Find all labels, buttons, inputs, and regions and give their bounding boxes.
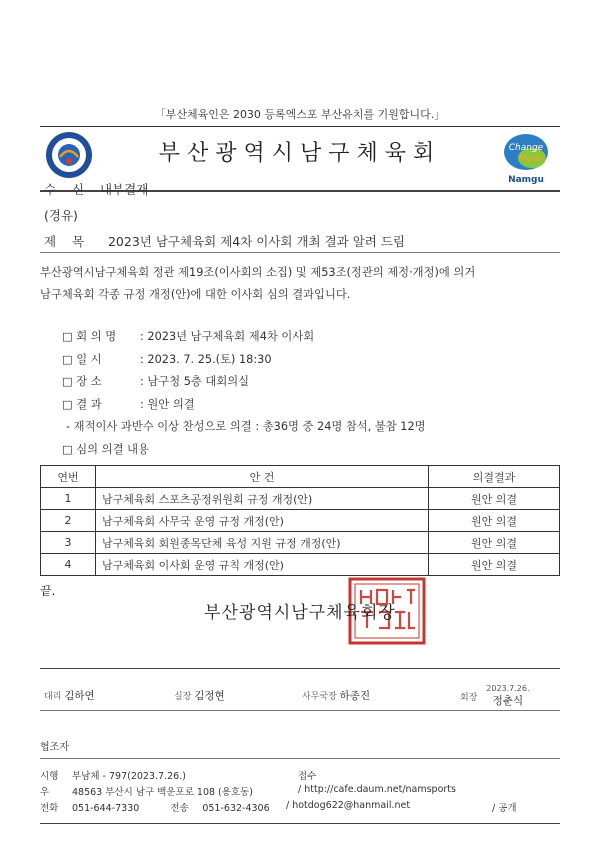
end-mark: 끝. bbox=[40, 584, 56, 598]
footer-address-row bbox=[40, 784, 253, 798]
detail-value: : 2023. 7. 25.(토) 18:30 bbox=[140, 352, 272, 366]
row-result: 원안 의결 bbox=[429, 510, 560, 532]
approval-drafter bbox=[44, 688, 95, 703]
logo-more-text: More bbox=[518, 154, 542, 164]
subject-row bbox=[44, 232, 405, 250]
change-more-namgu-logo bbox=[496, 130, 556, 186]
website-link[interactable]: / http://cafe.daum.net/namsports bbox=[298, 784, 456, 795]
approver-role: 회장 bbox=[460, 693, 478, 703]
table-heading: □ 심의 의결 내용 bbox=[62, 442, 149, 456]
meeting-details bbox=[62, 326, 426, 461]
approval-reviewer-2 bbox=[302, 688, 370, 703]
approval-divider bbox=[40, 668, 560, 669]
fax-value: 051-632-4306 bbox=[202, 803, 270, 814]
logo-change-text: Change bbox=[508, 143, 544, 153]
detail-value: : 남구청 5층 대회의실 bbox=[140, 375, 250, 388]
detail-value: : 원안 의결 bbox=[140, 397, 195, 411]
top-divider bbox=[40, 126, 560, 127]
recipient-value: 내부결재 bbox=[99, 182, 149, 197]
row-result: 원안 의결 bbox=[429, 532, 560, 554]
row-no: 3 bbox=[41, 532, 96, 554]
logo-namgu-text: Namgu bbox=[508, 175, 544, 185]
approver-date: 2023.7.26. bbox=[486, 684, 530, 693]
sender-name: 부산광역시남구체육회장 bbox=[204, 603, 396, 623]
recipient-row bbox=[44, 180, 148, 198]
detail-value: : 2023년 남구체육회 제4차 이사회 bbox=[140, 330, 315, 343]
exec-value: 부남체 - 797(2023.7.26.) bbox=[72, 771, 186, 782]
address: 48563 부산시 남구 백운포로 108 (용호동) bbox=[72, 787, 253, 798]
detail-label: □ 회 의 명 bbox=[62, 330, 117, 343]
drafter-name: 김하연 bbox=[64, 690, 95, 702]
row-item: 남구체육회 사무국 운영 규정 개정(안) bbox=[96, 510, 429, 532]
approver-name: 정춘식 bbox=[492, 695, 524, 707]
zip-label: 우 bbox=[40, 787, 50, 798]
detail-result bbox=[62, 394, 426, 417]
header-result: 의결결과 bbox=[429, 466, 560, 488]
table-row bbox=[41, 488, 560, 510]
detail-datetime bbox=[62, 349, 426, 372]
row-no: 1 bbox=[41, 488, 96, 510]
row-item: 남구체육회 이사회 운영 규칙 개정(안) bbox=[96, 554, 429, 576]
detail-label: □ 장 소 bbox=[62, 375, 102, 388]
bottom-divider bbox=[40, 823, 560, 824]
phone-label: 전화 bbox=[40, 803, 59, 814]
reviewer2-role: 사무국장 bbox=[302, 692, 337, 702]
slogan: 「부산체육인은 2030 등록엑스포 부산유치를 기원합니다.」 bbox=[154, 108, 446, 121]
phone-value: 051-644-7330 bbox=[72, 803, 140, 814]
cooperator-divider bbox=[40, 758, 560, 759]
approval-approver bbox=[460, 684, 530, 708]
drafter-role: 대리 bbox=[44, 692, 62, 702]
reviewer1-role: 실장 bbox=[174, 692, 192, 702]
receive-label: 접수 bbox=[298, 771, 317, 782]
namgu-sports-logo bbox=[44, 130, 94, 180]
approval-bottom-divider bbox=[40, 710, 560, 711]
reviewer2-name: 하종진 bbox=[339, 690, 371, 702]
body-paragraph bbox=[40, 262, 560, 306]
subject-divider bbox=[40, 252, 560, 253]
table-row bbox=[41, 532, 560, 554]
row-item: 남구체육회 스포츠공정위원회 규정 개정(안) bbox=[96, 488, 429, 510]
result-detail: - 재적이사 과반수 이상 찬성으로 의결 : 총36명 중 24명 참석, 불참 12명 bbox=[66, 420, 426, 433]
row-no: 2 bbox=[41, 510, 96, 532]
reviewer1-name: 김정현 bbox=[194, 690, 225, 702]
detail-meeting-name bbox=[62, 326, 426, 349]
detail-label: □ 일 시 bbox=[62, 352, 102, 366]
recipient-label: 수 신 bbox=[44, 182, 91, 197]
fax-label: 전송 bbox=[170, 803, 189, 814]
row-no: 4 bbox=[41, 554, 96, 576]
table-header-row bbox=[41, 466, 560, 488]
cooperator-label: 협조자 bbox=[40, 742, 69, 753]
subject-value: 2023년 남구체육회 제4차 이사회 개최 결과 알려 드림 bbox=[107, 234, 405, 249]
decision-table bbox=[40, 465, 560, 576]
document-title: 부산광역시남구체육회 bbox=[158, 141, 442, 166]
header-item: 안 건 bbox=[96, 466, 429, 488]
footer-contact-row bbox=[40, 800, 270, 814]
body-line-2: 남구체육회 각종 규정 개정(안)에 대한 이사회 심의 결과입니다. bbox=[40, 288, 351, 301]
body-line-1: 부산광역시남구체육회 정관 제19조(이사회의 소집) 및 제53조(정관의 제정·개정)에 의거 bbox=[40, 266, 476, 279]
disclosure-status: / 공개 bbox=[492, 803, 517, 814]
via-row: (경유) bbox=[44, 208, 78, 223]
subject-label: 제 목 bbox=[44, 234, 91, 249]
exec-label: 시행 bbox=[40, 771, 59, 782]
email-link[interactable]: / hotdog622@hanmail.net bbox=[286, 800, 411, 811]
row-item: 남구체육회 회원종목단체 육성 지원 규정 개정(안) bbox=[96, 532, 429, 554]
table-row bbox=[41, 554, 560, 576]
row-result: 원안 의결 bbox=[429, 554, 560, 576]
approval-reviewer-1 bbox=[174, 688, 225, 703]
row-result: 원안 의결 bbox=[429, 488, 560, 510]
detail-label: □ 결 과 bbox=[62, 397, 102, 411]
detail-place bbox=[62, 371, 426, 394]
footer-exec-row bbox=[40, 768, 186, 782]
table-row bbox=[41, 510, 560, 532]
header-no: 연번 bbox=[41, 466, 96, 488]
